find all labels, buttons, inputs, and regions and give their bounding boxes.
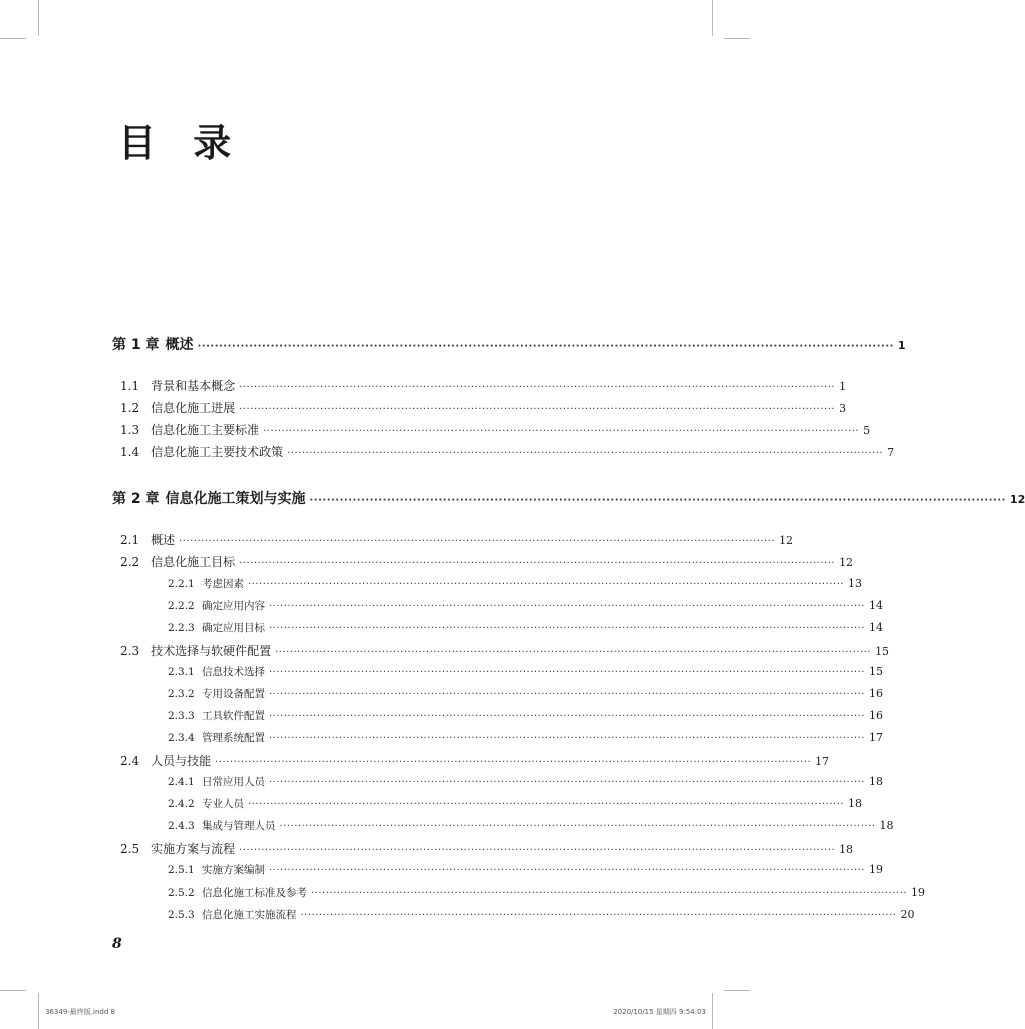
- toc-entry[interactable]: [168, 907, 915, 922]
- toc-page: 19: [868, 863, 883, 876]
- crop-mark: [0, 38, 26, 39]
- toc-page: 7: [887, 446, 895, 459]
- toc-number: 2.3.1: [168, 666, 195, 678]
- toc-number: 2.5: [120, 842, 140, 856]
- toc-page: 19: [910, 886, 925, 899]
- toc-page: 12: [839, 556, 854, 569]
- toc-entry[interactable]: [168, 620, 883, 635]
- toc-number: 2.4.1: [168, 776, 195, 788]
- dot-leader: ··································································································································································: [309, 495, 1006, 506]
- toc-number: 1.1: [120, 379, 140, 393]
- toc-label: 管理系统配置: [202, 732, 265, 744]
- toc-entry[interactable]: [120, 840, 854, 857]
- toc-label: 集成与管理人员: [202, 820, 276, 832]
- toc-number: 2.5.3: [168, 909, 195, 921]
- toc-entry[interactable]: [168, 774, 883, 789]
- dot-leader: ··································································································································································: [269, 667, 865, 678]
- toc-label: 人员与技能: [151, 754, 212, 768]
- toc-number: 2.4.2: [168, 798, 195, 810]
- dot-leader: ··································································································································································: [197, 341, 894, 352]
- toc-number: 2.3.2: [168, 688, 195, 700]
- toc-number: 2.2.1: [168, 578, 195, 590]
- crop-mark: [0, 990, 26, 991]
- toc-label: 确定应用目标: [202, 622, 265, 634]
- toc-number: 2.2.3: [168, 622, 195, 634]
- toc-entry[interactable]: [168, 862, 883, 877]
- toc-label: 日常应用人员: [202, 776, 265, 788]
- toc-entry[interactable]: [168, 664, 883, 679]
- toc-label: 概述: [151, 533, 176, 547]
- toc-label: 信息化施工主要标准: [151, 423, 260, 437]
- dot-leader: ··································································································································································: [248, 579, 844, 590]
- toc-entry[interactable]: [168, 796, 862, 811]
- dot-leader: ··································································································································································: [311, 888, 907, 899]
- toc-label: 信息化施工目标: [151, 555, 236, 569]
- dot-leader: ··································································································································································: [269, 689, 865, 700]
- dot-leader: ··································································································································································: [269, 711, 865, 722]
- dot-leader: ··································································································································································: [248, 799, 844, 810]
- crop-mark: [724, 990, 750, 991]
- toc-label: 信息化施工主要技术政策: [151, 445, 284, 459]
- toc-entry[interactable]: [168, 576, 862, 591]
- toc-page: 17: [868, 731, 883, 744]
- toc-label: 背景和基本概念: [151, 379, 236, 393]
- dot-leader: ··································································································································································: [239, 404, 836, 415]
- toc-label: 实施方案编制: [202, 864, 265, 876]
- toc-entry[interactable]: [120, 752, 830, 769]
- toc-page: 1: [897, 339, 906, 352]
- toc-label: 技术选择与软硬件配置: [151, 644, 272, 658]
- slug-filename: 36349-最终版.indd 8: [45, 1008, 115, 1016]
- toc-page: 14: [868, 599, 883, 612]
- dot-leader: ··································································································································································: [269, 623, 865, 634]
- toc-label: 考虑因素: [202, 578, 244, 590]
- toc-page: 15: [868, 665, 883, 678]
- dot-leader: ··································································································································································: [239, 558, 836, 569]
- toc-number: 2.5.2: [168, 887, 195, 899]
- dot-leader: ··································································································································································: [239, 845, 836, 856]
- slug-timestamp: 2020/10/15 星期四 9:54:03: [613, 1008, 706, 1016]
- toc-page: 14: [868, 621, 883, 634]
- dot-leader: ··································································································································································: [269, 777, 865, 788]
- dot-leader: ··································································································································································: [263, 426, 860, 437]
- toc-number: 1.4: [120, 445, 140, 459]
- toc-label: 实施方案与流程: [151, 842, 236, 856]
- toc-page: 16: [868, 709, 883, 722]
- toc-number: 2.3: [120, 644, 140, 658]
- toc-page: 1: [839, 380, 847, 393]
- toc-label: 信息化施工进展: [151, 401, 236, 415]
- toc-page: 20: [900, 908, 915, 921]
- toc-label: 信息化施工实施流程: [202, 909, 297, 921]
- dot-leader: ··································································································································································: [279, 821, 876, 832]
- toc-number: 2.2.2: [168, 600, 195, 612]
- toc-number: 2.3.3: [168, 710, 195, 722]
- page-title: 目 录: [118, 121, 244, 165]
- toc-number: 第 2 章: [112, 491, 160, 507]
- toc-page: 15: [875, 645, 890, 658]
- toc-number: 2.3.4: [168, 732, 195, 744]
- toc-entry[interactable]: [120, 642, 890, 659]
- toc-label: 专业人员: [202, 798, 244, 810]
- crop-mark: [712, 993, 713, 1029]
- toc-number: 1.3: [120, 423, 140, 437]
- toc-entry[interactable]: [168, 730, 883, 745]
- toc-entry[interactable]: [168, 885, 925, 900]
- toc-page: 18: [847, 797, 862, 810]
- toc-page: 18: [879, 819, 894, 832]
- toc-page: 17: [815, 755, 830, 768]
- toc-label: 专用设备配置: [202, 688, 265, 700]
- toc-number: 1.2: [120, 401, 140, 415]
- dot-leader: ··································································································································································: [269, 865, 865, 876]
- toc-number: 2.2: [120, 555, 140, 569]
- toc-page: 16: [868, 687, 883, 700]
- page-number: 8: [112, 936, 122, 952]
- toc-page: 13: [847, 577, 862, 590]
- toc-page: 5: [863, 424, 871, 437]
- dot-leader: ··································································································································································: [287, 448, 884, 459]
- crop-mark: [724, 38, 750, 39]
- toc-page: 18: [868, 775, 883, 788]
- toc-chapter[interactable]: [112, 488, 1025, 508]
- dot-leader: ··································································································································································: [215, 757, 812, 768]
- dot-leader: ··································································································································································: [269, 733, 865, 744]
- toc-label: 确定应用内容: [202, 600, 265, 612]
- toc-number: 2.4: [120, 754, 140, 768]
- toc-label: 信息化施工标准及参考: [202, 887, 307, 899]
- toc-entry[interactable]: [120, 553, 854, 570]
- dot-leader: ··································································································································································: [275, 647, 872, 658]
- toc-entry[interactable]: [168, 708, 883, 723]
- toc-entry[interactable]: [120, 399, 847, 416]
- toc-entry[interactable]: [168, 818, 894, 833]
- toc-entry[interactable]: [120, 377, 847, 394]
- toc-entry[interactable]: [120, 531, 794, 548]
- crop-mark: [38, 993, 39, 1029]
- toc-number: 第 1 章: [112, 337, 160, 353]
- toc-number: 2.1: [120, 533, 140, 547]
- toc-number: 2.4.3: [168, 820, 195, 832]
- toc-page: 12: [1009, 493, 1025, 506]
- toc-entry[interactable]: [168, 598, 883, 613]
- toc-label: 信息化施工策划与实施: [165, 491, 306, 507]
- toc-entry[interactable]: [120, 421, 871, 438]
- toc-label: 信息技术选择: [202, 666, 265, 678]
- toc-number: 2.5.1: [168, 864, 195, 876]
- dot-leader: ··································································································································································: [269, 601, 865, 612]
- toc-chapter[interactable]: [112, 334, 906, 354]
- crop-mark: [712, 0, 713, 36]
- dot-leader: ··································································································································································: [239, 382, 836, 393]
- toc-label: 工具软件配置: [202, 710, 265, 722]
- toc-page: 3: [839, 402, 847, 415]
- toc-page: 18: [839, 843, 854, 856]
- crop-mark: [38, 0, 39, 36]
- toc-entry[interactable]: [120, 443, 895, 460]
- toc-label: 概述: [165, 337, 194, 353]
- toc-entry[interactable]: [168, 686, 883, 701]
- toc-page: 12: [779, 534, 794, 547]
- dot-leader: ··································································································································································: [300, 910, 897, 921]
- dot-leader: ··································································································································································: [179, 536, 776, 547]
